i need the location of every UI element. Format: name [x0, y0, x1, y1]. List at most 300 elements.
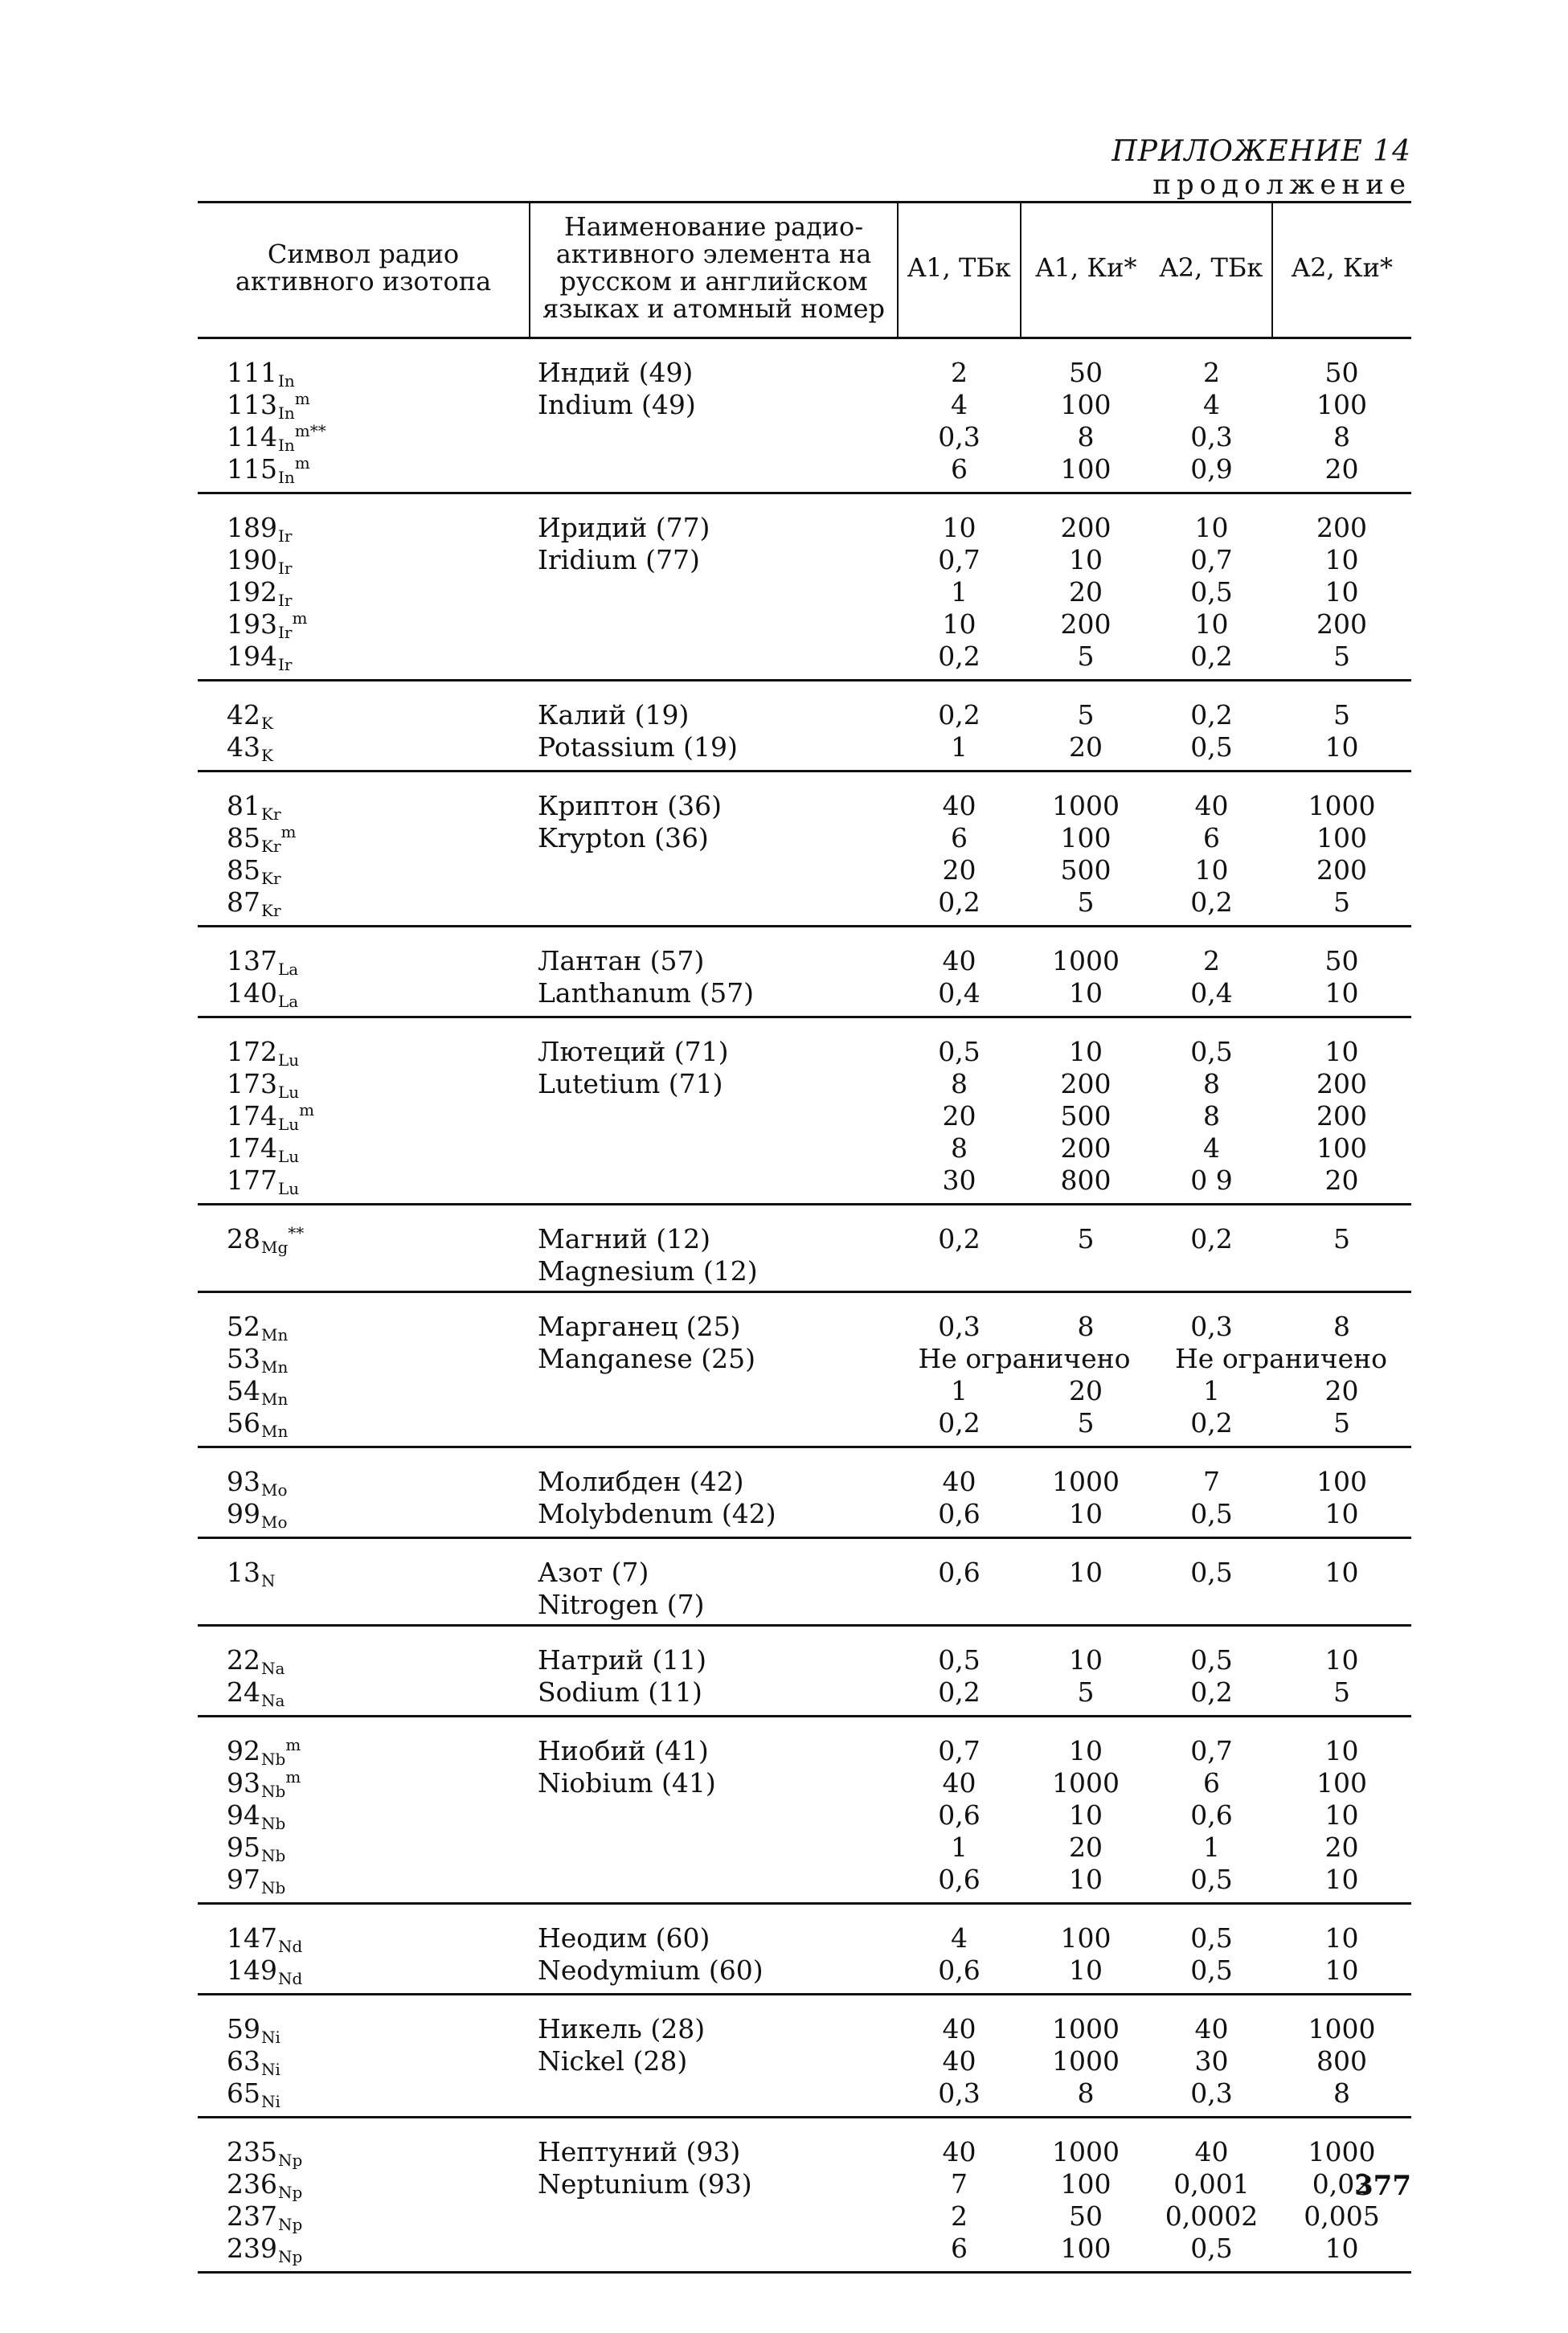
element-group	[198, 1904, 1411, 1995]
isotope-mass-number: 56	[227, 1407, 260, 1439]
isotope-mass-number: 81	[227, 790, 260, 821]
isotope-element: Mo	[261, 1480, 288, 1500]
isotope-mass-number: 174	[227, 1132, 277, 1164]
table-row	[198, 642, 1411, 681]
isotope-symbol	[198, 1447, 530, 1500]
a2-tbq-value: 10	[1194, 608, 1229, 640]
a1-tbq-value: 7	[951, 2168, 968, 2200]
a1-ci-value: 1000	[1052, 2045, 1120, 2077]
isotope-element: Ni	[261, 2092, 280, 2111]
element-name-empty	[530, 455, 898, 493]
a2-ci-value: 20	[1324, 1164, 1359, 1196]
table-row	[198, 1626, 1411, 1679]
table-row	[198, 1409, 1411, 1447]
table-row	[198, 856, 1411, 888]
a2-ci-value: 10	[1324, 1557, 1359, 1588]
element-name-ru: Иридий (77)	[538, 512, 710, 543]
element-name-en: Lutetium (71)	[538, 1068, 723, 1099]
a1-tbq-value: 0,2	[938, 699, 981, 731]
a1-ci-value: 20	[1069, 1832, 1103, 1863]
isotope-symbol	[198, 1904, 530, 1957]
a2-ci-value: 0,02	[1312, 2168, 1372, 2200]
element-name-ru: Лютеций (71)	[538, 1036, 729, 1067]
isotope-symbol	[198, 1102, 530, 1134]
a1-tbq-value: 40	[942, 2045, 976, 2077]
a2-ci-value: 1000	[1308, 2136, 1376, 2167]
a1-ci-value: 50	[1069, 2200, 1103, 2232]
isotope-mass-number: 172	[227, 1036, 277, 1067]
a2-tbq-value: 0,5	[1190, 1036, 1233, 1067]
a1-tbq-value: 30	[942, 1164, 976, 1196]
table-row	[198, 888, 1411, 927]
a1-ci-value: 1000	[1052, 2136, 1120, 2167]
isotope-element: La	[278, 992, 299, 1011]
a2-tbq-value: 0,5	[1190, 731, 1233, 763]
a1-ci-value: 20	[1069, 1375, 1103, 1406]
column-header-symbol: Символ радио активного изотопа	[198, 203, 530, 338]
element-name-empty	[530, 1409, 898, 1447]
a2-ci-value: 20	[1324, 1375, 1359, 1406]
a1-tbq-value: 0,5	[938, 1644, 981, 1676]
a2-tbq-value: 0,2	[1190, 1407, 1233, 1439]
a2-tbq-value: 0,001	[1173, 2168, 1250, 2200]
isotope-mass-number: 192	[227, 576, 277, 608]
isotope-symbol	[198, 1134, 530, 1166]
isotope-element: Np	[278, 2151, 303, 2170]
a2-tbq-value	[1151, 1257, 1272, 1292]
isotope-symbol	[198, 1257, 530, 1292]
isotope-symbol	[198, 455, 530, 493]
a1-tbq-value	[898, 1257, 1021, 1292]
table-row	[198, 1166, 1411, 1205]
element-name-en: Indium (49)	[538, 389, 696, 420]
a2-tbq-value: 0,5	[1190, 1954, 1233, 1986]
a1-ci-value: 800	[1060, 1164, 1112, 1196]
element-group	[198, 772, 1411, 927]
table-row	[198, 1769, 1411, 1801]
a2-tbq-value: 0,2	[1190, 1223, 1233, 1254]
isotope-superscript: m	[292, 608, 308, 628]
a2-tbq-value: 0,3	[1190, 2077, 1233, 2109]
isotope-symbol	[198, 1409, 530, 1447]
isotope-mass-number: 85	[227, 854, 260, 886]
a2-ci-value: 800	[1316, 2045, 1367, 2077]
a2-tbq-value	[1151, 1590, 1272, 1626]
a1-tbq-value: 0,2	[938, 1676, 981, 1708]
a2-ci-value: 10	[1324, 1735, 1359, 1766]
a2-ci-value: 1000	[1308, 2013, 1376, 2044]
a1-tbq-value: 0,2	[938, 1407, 981, 1439]
a1-tbq-value: 10	[942, 608, 976, 640]
isotope-superscript: m**	[294, 421, 326, 440]
isotope-mass-number: 235	[227, 2136, 277, 2167]
a1-ci-value: 10	[1069, 1036, 1103, 1067]
column-header-a1-ci: A1, Ки*	[1021, 203, 1151, 338]
a2-tbq-value: 0,2	[1190, 886, 1233, 918]
table-row	[198, 772, 1411, 825]
a1-tbq-value: 2	[951, 2200, 968, 2232]
isotope-symbol	[198, 546, 530, 578]
a2-tbq-value: 0,4	[1190, 977, 1233, 1009]
isotope-element: In	[278, 403, 295, 423]
column-header-a2-ci: A2, Ки*	[1272, 203, 1411, 338]
table-row	[198, 1590, 1411, 1626]
isotope-mass-number: 63	[227, 2045, 260, 2077]
element-group	[198, 1717, 1411, 1904]
a2-ci-value: 50	[1324, 357, 1359, 388]
element-name-en: Molybdenum (42)	[538, 1498, 776, 1529]
element-name-en: Nitrogen (7)	[538, 1589, 705, 1620]
element-group	[198, 1626, 1411, 1717]
isotope-element: Kr	[261, 804, 281, 824]
a1-ci-value: 10	[1069, 1954, 1103, 1986]
element-name-en: Potassium (19)	[538, 731, 738, 763]
table-row	[198, 2118, 1411, 2171]
element-name-en: Lanthanum (57)	[538, 977, 755, 1009]
a2-ci-value: 100	[1316, 822, 1367, 853]
isotope-mass-number: 147	[227, 1922, 277, 1954]
isotope-superscript: m	[285, 1735, 301, 1754]
element-name-ru: Азот (7)	[538, 1557, 649, 1588]
a2-ci-value: 5	[1333, 699, 1350, 731]
element-name-ru: Магний (12)	[538, 1223, 710, 1254]
a1-tbq-value: 0,4	[938, 977, 981, 1009]
table-row	[198, 1070, 1411, 1102]
element-group	[198, 1995, 1411, 2118]
column-header-a1-tbq: A1, ТБк	[898, 203, 1021, 338]
element-name-ru: Никель (28)	[538, 2013, 706, 2044]
a2-tbq-value: 1	[1203, 1375, 1220, 1406]
a1-tbq-value: 8	[951, 1068, 968, 1099]
a1-tbq-value: 1	[951, 731, 968, 763]
a2-tbq-value: 8	[1203, 1068, 1220, 1099]
isotope-mass-number: 28	[227, 1223, 260, 1254]
isotope-element: Lu	[278, 1083, 300, 1102]
table-row	[198, 2047, 1411, 2079]
a2-tbq-value: 0,6	[1190, 1799, 1233, 1831]
isotope-symbol	[198, 927, 530, 980]
isotope-element: Na	[261, 1659, 285, 1678]
a1-ci-value: 5	[1077, 1676, 1095, 1708]
a1-tbq-value: 6	[951, 822, 968, 853]
a1-ci-value: 1000	[1052, 2013, 1120, 2044]
element-group	[198, 1292, 1411, 1447]
a2-ci-value: 10	[1324, 1498, 1359, 1529]
a1-tbq-value: 0,3	[938, 2077, 981, 2109]
isotope-mass-number: 65	[227, 2077, 260, 2109]
isotope-element: Mn	[261, 1357, 289, 1377]
isotope-element: La	[278, 960, 299, 979]
isotope-mass-number: 92	[227, 1735, 260, 1766]
a1-ci-value: 5	[1077, 886, 1095, 918]
a1-tbq-value: 10	[942, 512, 976, 543]
element-name-en: Iridium (77)	[538, 544, 700, 575]
table-row	[198, 1717, 1411, 1770]
a1-ci-value: 10	[1069, 1864, 1103, 1895]
element-name-empty	[530, 610, 898, 642]
isotope-element: Mn	[261, 1422, 289, 1441]
isotope-symbol	[198, 1166, 530, 1205]
a1-tbq-value: 0,5	[938, 1036, 981, 1067]
table-row	[198, 1345, 1411, 1377]
a2-ci-value: 20	[1324, 1832, 1359, 1863]
a1-ci-value	[1021, 1590, 1151, 1626]
a2-tbq-value: 6	[1203, 822, 1220, 853]
a2-ci-value: 20	[1324, 453, 1359, 485]
a1-ci-value: 10	[1069, 1799, 1103, 1831]
isotope-element: Ir	[278, 559, 293, 578]
isotope-mass-number: 189	[227, 512, 277, 543]
a1-ci-value: 10	[1069, 1557, 1103, 1588]
isotope-symbol	[198, 888, 530, 927]
element-group	[198, 1538, 1411, 1626]
isotope-mass-number: 54	[227, 1375, 260, 1406]
isotope-mass-number: 137	[227, 945, 277, 976]
a2-tbq-value: 4	[1203, 1132, 1220, 1164]
isotope-symbol	[198, 1865, 530, 1904]
a2-tbq-value: 0,5	[1190, 2233, 1233, 2264]
isotope-element: Np	[278, 2247, 303, 2266]
a2-ci-value: 8	[1333, 1311, 1350, 1342]
table-row	[198, 578, 1411, 610]
a2-ci-value: 5	[1333, 641, 1350, 672]
isotope-symbol	[198, 2047, 530, 2079]
a1-ci-value: 1000	[1052, 790, 1120, 821]
a2-tbq-value: 6	[1203, 1767, 1220, 1799]
isotope-mass-number: 193	[227, 608, 277, 640]
table-row	[198, 338, 1411, 391]
a2-ci-value: 200	[1316, 1100, 1367, 1132]
isotope-symbol	[198, 824, 530, 856]
isotope-symbol	[198, 2170, 530, 2202]
isotope-symbol	[198, 1538, 530, 1591]
a2-ci-value: 10	[1324, 544, 1359, 575]
isotope-element: N	[261, 1571, 276, 1590]
table-row	[198, 391, 1411, 423]
element-name-empty	[530, 1166, 898, 1205]
isotope-mass-number: 43	[227, 731, 260, 763]
a2-tbq-value: 0,5	[1190, 576, 1233, 608]
element-group	[198, 681, 1411, 772]
element-name-empty	[530, 1865, 898, 1904]
isotope-element: Lu	[278, 1179, 300, 1198]
isotope-element: Nb	[261, 1814, 286, 1833]
a1-ci-value: 100	[1060, 453, 1112, 485]
isotope-symbol	[198, 856, 530, 888]
a2-tbq-value: 0,3	[1190, 421, 1233, 452]
a1-ci-value: 1000	[1052, 1767, 1120, 1799]
isotope-superscript: m	[280, 822, 297, 841]
a1-ci-value: 100	[1060, 2233, 1112, 2264]
isotope-mass-number: 87	[227, 886, 260, 918]
element-group	[198, 1447, 1411, 1538]
a2-tbq-value: 40	[1194, 2013, 1229, 2044]
a1-ci-value: 200	[1060, 1068, 1112, 1099]
element-name-ru: Индий (49)	[538, 357, 694, 388]
a1-tbq-value: 0,6	[938, 1498, 981, 1529]
a2-ci-value: 10	[1324, 1954, 1359, 1986]
a1-tbq-value: 0,6	[938, 1954, 981, 1986]
a1-ci-value: 200	[1060, 1132, 1112, 1164]
isotope-symbol	[198, 1833, 530, 1865]
table-row	[198, 546, 1411, 578]
isotope-mass-number: 42	[227, 699, 260, 731]
a1-ci-value	[1021, 1257, 1151, 1292]
isotope-mass-number: 22	[227, 1644, 260, 1676]
column-header-a2-tbq: A2, ТБк	[1151, 203, 1272, 338]
a1-ci-value: 8	[1077, 2077, 1095, 2109]
isotope-element: Na	[261, 1691, 285, 1710]
a1-tbq-value: 0,3	[938, 1311, 981, 1342]
a2-tbq-value: 0,7	[1190, 1735, 1233, 1766]
a1-tbq-value: 40	[942, 2136, 976, 2167]
table-row	[198, 1995, 1411, 2048]
a2-tbq-value: 0,5	[1190, 1644, 1233, 1676]
isotope-element: Ni	[261, 2060, 280, 2079]
isotope-symbol	[198, 610, 530, 642]
table-row	[198, 1102, 1411, 1134]
element-group	[198, 338, 1411, 493]
isotope-mass-number: 173	[227, 1068, 277, 1099]
isotope-mass-number: 95	[227, 1832, 260, 1863]
isotope-element: Nb	[261, 1782, 286, 1801]
a1-ci-value: 8	[1077, 1311, 1095, 1342]
a2-tbq-value: 10	[1194, 854, 1229, 886]
isotope-element: In	[278, 468, 295, 487]
isotope-element: Nb	[261, 1750, 286, 1769]
element-name-empty	[530, 2202, 898, 2234]
a2-tbq-value: 0,9	[1190, 453, 1233, 485]
isotope-element: In	[278, 371, 295, 391]
appendix-title: ПРИЛОЖЕНИЕ 14	[1112, 135, 1411, 168]
isotope-symbol	[198, 2079, 530, 2118]
element-group	[198, 1017, 1411, 1205]
element-name-ru: Неодим (60)	[538, 1922, 710, 1954]
isotope-symbol	[198, 2234, 530, 2273]
element-name-ru: Марганец (25)	[538, 1311, 741, 1342]
a1-ci-value: 20	[1069, 731, 1103, 763]
table-row	[198, 2202, 1411, 2234]
a2-tbq-value: 1	[1203, 1832, 1220, 1863]
table-row	[198, 1292, 1411, 1345]
isotope-element: Ir	[278, 655, 293, 674]
isotope-element: Ir	[278, 526, 293, 546]
table-row	[198, 1257, 1411, 1292]
a2-ci-value: 100	[1316, 1767, 1367, 1799]
a1-tbq-value: 20	[942, 1100, 976, 1132]
page-number: 377	[1354, 2170, 1411, 2202]
isotope-element: Nb	[261, 1878, 286, 1897]
a2-ci-value: 200	[1316, 608, 1367, 640]
a1-ci-value: 100	[1060, 389, 1112, 420]
a2-tbq-value: 0 9	[1190, 1164, 1233, 1196]
a1-ci-value: 100	[1060, 2168, 1112, 2200]
isotope-symbol	[198, 1995, 530, 2048]
a2-tbq-value: 40	[1194, 2136, 1229, 2167]
element-name-ru: Калий (19)	[538, 699, 690, 731]
element-name-empty	[530, 1801, 898, 1833]
element-name-en: Niobium (41)	[538, 1767, 716, 1799]
element-name-ru: Лантан (57)	[538, 945, 705, 976]
a1-ci-value: 500	[1060, 1100, 1112, 1132]
isotope-mass-number: 237	[227, 2200, 277, 2232]
a2-tbq-value: 0,2	[1190, 1676, 1233, 1708]
table-row	[198, 1956, 1411, 1995]
a1-tbq-value: 0,3	[938, 421, 981, 452]
element-name-en: Neptunium (93)	[538, 2168, 752, 2200]
a1-tbq-value: 0,2	[938, 886, 981, 918]
table-row	[198, 1205, 1411, 1258]
a1-tbq-value: 1	[951, 1832, 968, 1863]
a1-ci-value: 100	[1060, 822, 1112, 853]
element-name-empty	[530, 1102, 898, 1134]
a2-ci-value: 5	[1333, 1223, 1350, 1254]
isotope-mass-number: 190	[227, 544, 277, 575]
element-group	[198, 2118, 1411, 2273]
table-row	[198, 455, 1411, 493]
a1-ci-value: 20	[1069, 576, 1103, 608]
element-name-empty	[530, 2234, 898, 2273]
isotope-superscript: m	[299, 1100, 315, 1119]
a1-tbq-value: 4	[951, 1922, 968, 1954]
isotope-element: Mn	[261, 1390, 289, 1409]
table-row	[198, 1447, 1411, 1500]
a1-tbq-value: 0,6	[938, 1864, 981, 1895]
isotope-symbol	[198, 1205, 530, 1258]
a2-value-span: Не ограничено	[1175, 1343, 1387, 1374]
table-row	[198, 927, 1411, 980]
a2-ci-value: 10	[1324, 1799, 1359, 1831]
a1-tbq-value: 0,7	[938, 1735, 981, 1766]
isotope-element: Ir	[278, 623, 293, 642]
isotope-symbol	[198, 2202, 530, 2234]
a1-ci-value: 10	[1069, 1644, 1103, 1676]
a1-tbq-value: 40	[942, 790, 976, 821]
isotope-symbol	[198, 1717, 530, 1770]
isotope-element: Kr	[261, 869, 281, 888]
isotope-symbol	[198, 642, 530, 681]
isotope-element: Mn	[261, 1325, 289, 1345]
element-name-empty	[530, 578, 898, 610]
isotope-mass-number: 13	[227, 1557, 260, 1588]
isotope-symbol	[198, 2118, 530, 2171]
element-group	[198, 493, 1411, 681]
element-name-empty	[530, 856, 898, 888]
table-row	[198, 2079, 1411, 2118]
column-header-name: Наименование радио-активного элемента на русском и английском языках и атомный номер	[530, 203, 898, 338]
a1-ci-value: 1000	[1052, 1466, 1120, 1497]
isotope-symbol	[198, 1626, 530, 1679]
a1-tbq-value: 0,6	[938, 1799, 981, 1831]
a2-tbq-value: 8	[1203, 1100, 1220, 1132]
a1-tbq-value: 6	[951, 453, 968, 485]
a1-ci-value: 50	[1069, 357, 1103, 388]
isotope-element: Kr	[261, 901, 281, 920]
element-name-en: Magnesium (12)	[538, 1255, 758, 1287]
isotope-mass-number: 59	[227, 2013, 260, 2044]
a2-ci-value: 50	[1324, 945, 1359, 976]
a1-tbq-value: 40	[942, 2013, 976, 2044]
isotope-symbol	[198, 1070, 530, 1102]
isotope-symbol	[198, 733, 530, 772]
isotope-superscript: m	[294, 453, 310, 473]
a2-ci-value: 10	[1324, 576, 1359, 608]
a1-ci-value: 500	[1060, 854, 1112, 886]
a2-tbq-value: 0,3	[1190, 1311, 1233, 1342]
isotope-mass-number: 174	[227, 1100, 277, 1132]
isotope-mass-number: 111	[227, 357, 277, 388]
a2-tbq-value: 30	[1194, 2045, 1229, 2077]
